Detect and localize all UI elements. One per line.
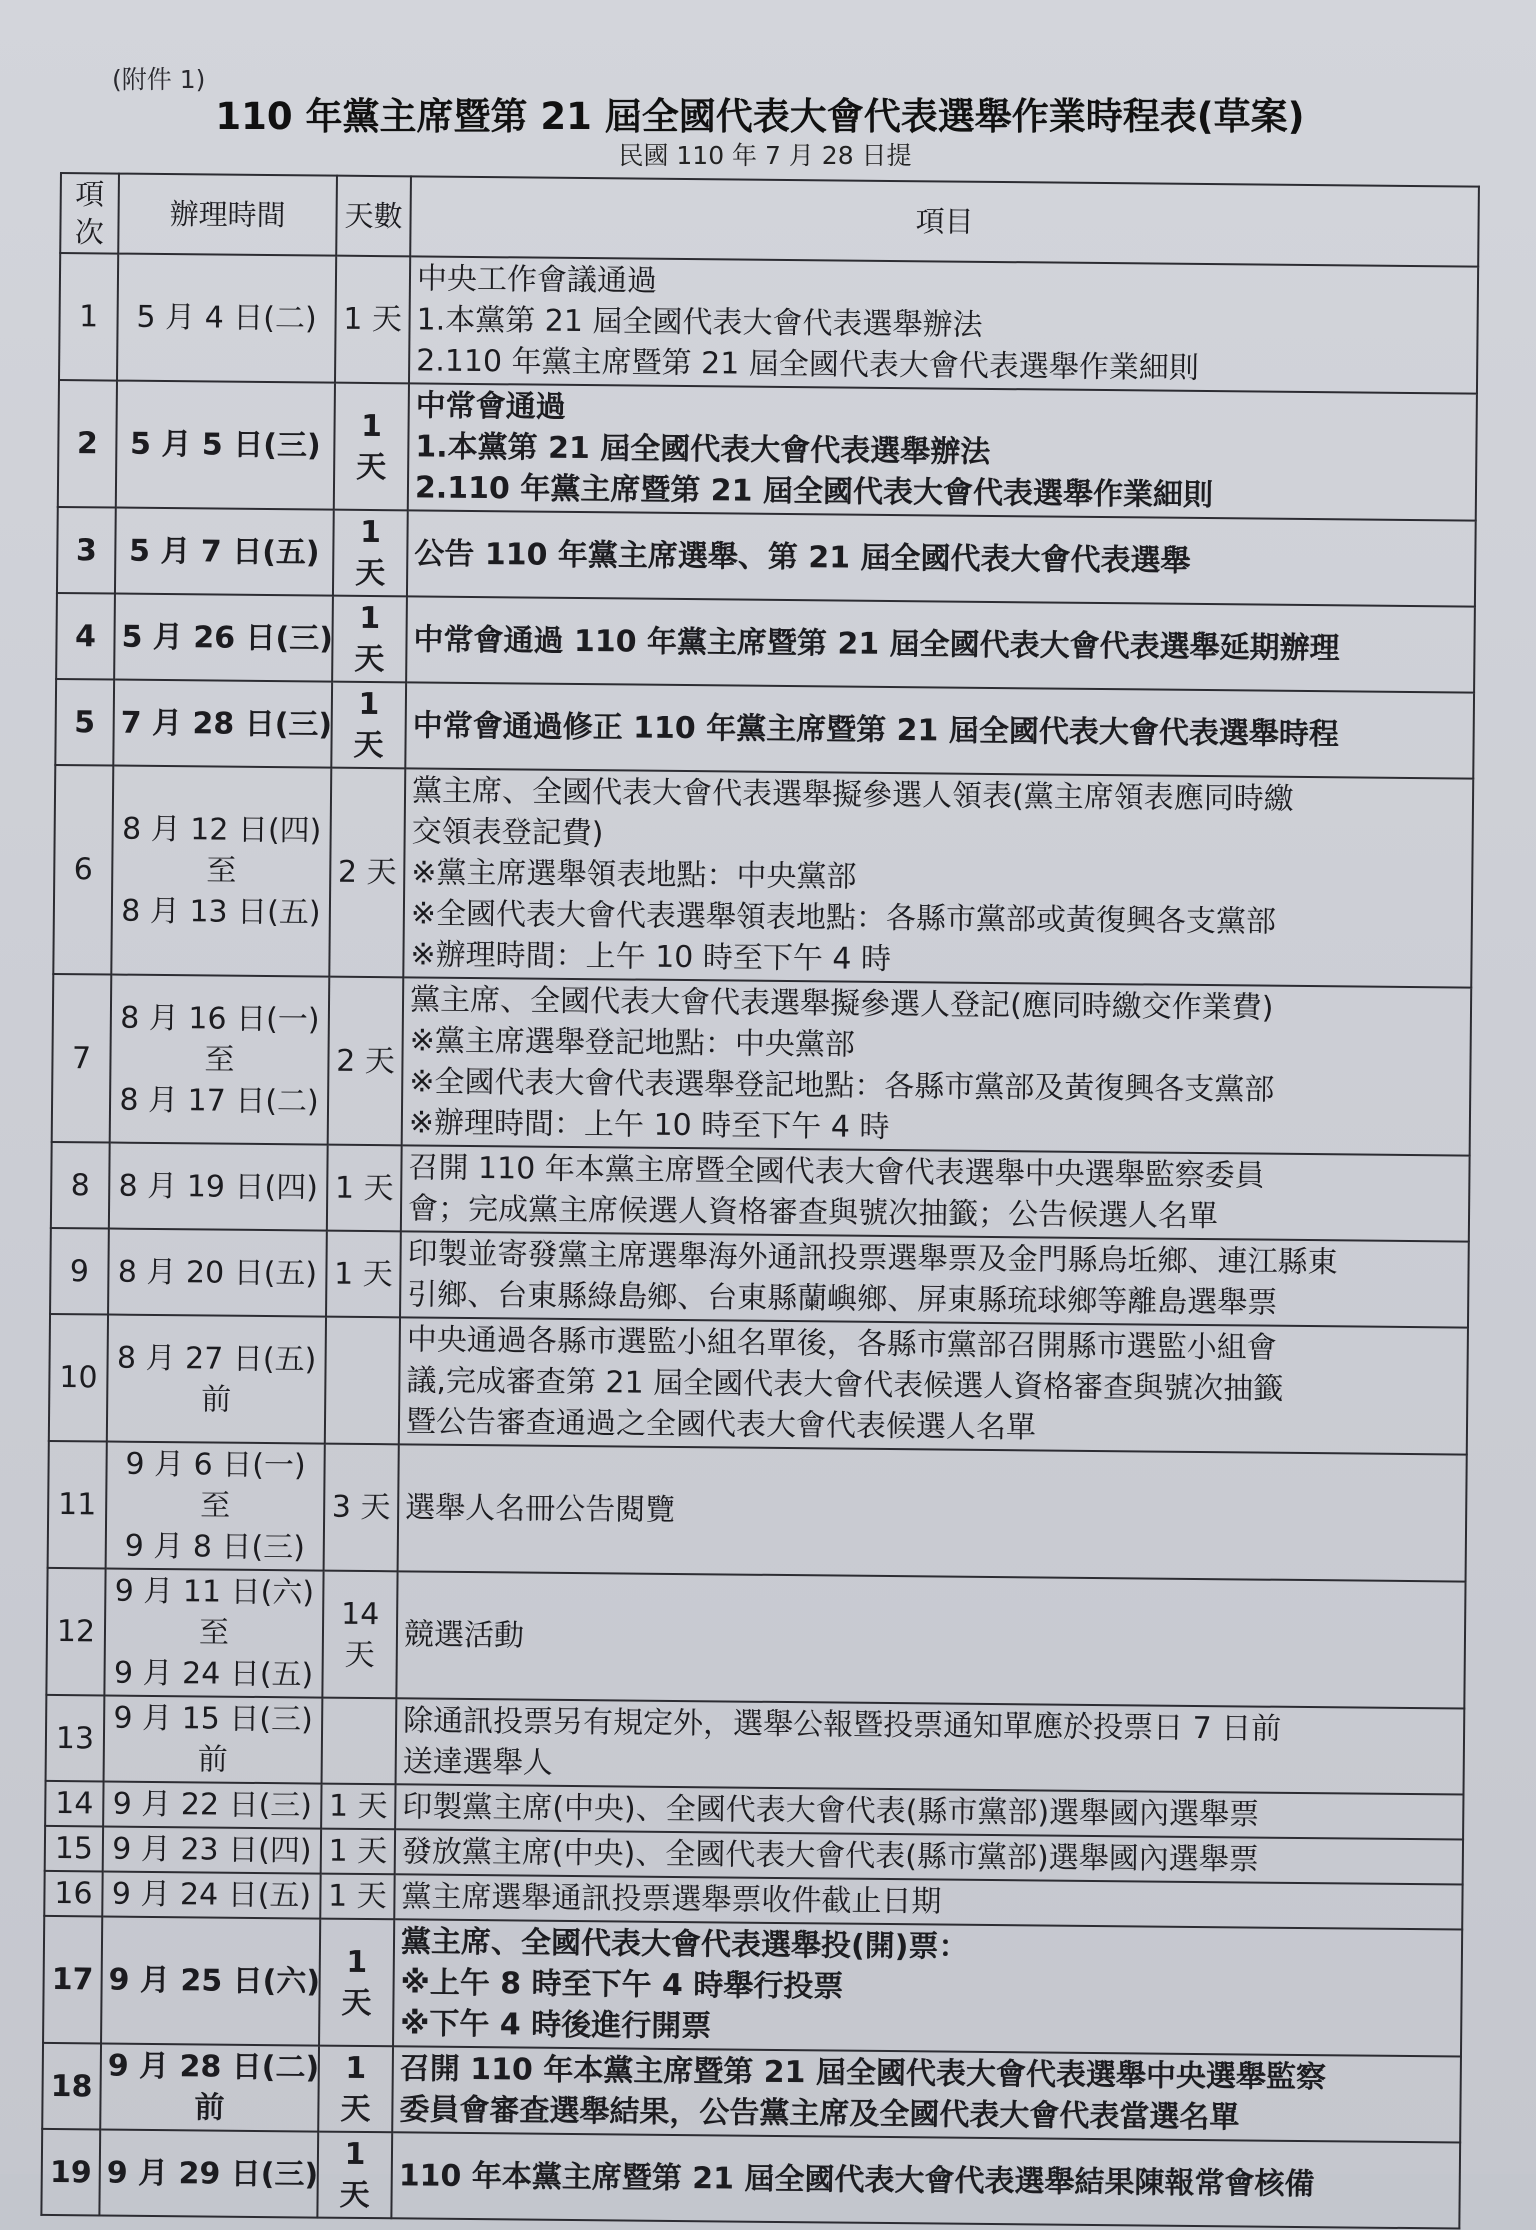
date-line: 至 [206,853,237,889]
row-days: 2 天 [328,977,404,1146]
date-line: 8 月 16 日(一) [120,1000,320,1038]
row-date [108,1229,327,1317]
row-date [111,766,331,977]
date-line: 前 [197,1742,228,1778]
table-row [43,1916,1462,2057]
date-line: 前 [194,2090,225,2126]
date-line: 8 月 27 日(五) [116,1340,317,1378]
row-item [407,510,1476,606]
item-line: ※上午 8 時至下午 4 時舉行投票 [400,1965,844,2005]
row-date [107,1315,326,1444]
item-line: 中央工作會議通過 [416,261,658,299]
item-line: 暨公告審查通過之全國代表大會代表候選人名單 [405,1404,1037,1446]
row-days: 14 天 [322,1571,397,1699]
date-line: 7 月 28 日(三) [120,705,333,743]
row-date [102,1871,320,1918]
item-line: 送達選舉人 [402,1744,553,1781]
row-number: 14 [45,1781,103,1827]
date-line: 至 [204,1041,235,1078]
item-line: 中常會通過修正 110 年黨主席暨第 21 屆全國代表大會代表選舉時程 [412,707,1339,752]
item-line: 中常會通過 110 年黨主席暨第 21 屆全國代表大會代表選舉延期辦理 [413,621,1340,666]
date-line: 5 月 4 日(二) [136,299,317,337]
row-number: 10 [49,1314,108,1442]
row-item [408,383,1477,520]
table-row [52,974,1472,1156]
row-date [104,1695,323,1783]
date-line: 5 月 5 日(三) [129,426,321,464]
item-line: 委員會審查選舉結果，公告黨主席及全國代表大會代表當選名單 [399,2092,1240,2136]
row-item [396,1571,1465,1708]
item-line: ※全國代表大會代表選舉領表地點：各縣市黨部或黃復興各支黨部 [410,896,1277,940]
row-date [117,254,336,383]
date-line: 9 月 24 日(五) [111,1876,312,1914]
row-number: 2 [58,380,117,508]
table-row [51,1142,1470,1242]
date-line: 9 月 28 日(二) [107,2048,320,2086]
item-line: 黨主席選舉通訊投票選舉票收件截止日期 [401,1879,942,1920]
row-days: 1 天 [335,256,410,384]
date-line: 9 月 6 日(一) [125,1446,306,1484]
item-line: 選舉人名冊公告閱覽 [405,1490,676,1528]
item-line: ※下午 4 時後進行開票 [400,2006,712,2045]
item-line: 黨主席、全國代表大會代表選舉擬參選人登記(應同時繳交作業費) [409,982,1274,1026]
row-number: 4 [56,593,115,680]
row-number: 9 [50,1228,109,1315]
row-number: 6 [53,765,113,975]
date-line: 前 [201,1381,232,1418]
row-number: 1 [59,253,118,381]
table-row [57,507,1476,607]
item-line: ※辦理時間：上午 10 時至下午 4 時 [408,1105,890,1146]
row-days [322,1698,397,1785]
item-line: ※黨主席選舉領表地點：中央黨部 [411,855,857,895]
date-line: 9 月 23 日(四) [112,1831,312,1869]
item-line: 引鄉、台東縣綠島鄉、台東縣蘭嶼鄉、屏東縣琉球鄉等離島選舉票 [407,1277,1278,1321]
item-line: 競選活動 [403,1617,525,1654]
date-line: 9 月 22 日(三) [112,1786,313,1824]
item-line: 2.110 年黨主席暨第 21 屆全國代表大會代表選舉作業細則 [416,343,1200,386]
table-row [50,1228,1469,1328]
row-days: 1 天 [331,682,406,769]
item-line: 交領表登記費) [411,814,604,852]
row-date [100,2043,319,2131]
item-line: ※辦理時間：上午 10 時至下午 4 時 [410,937,892,978]
row-days [325,1317,400,1445]
date-line: 9 月 8 日(三) [124,1528,306,1566]
row-number: 11 [48,1441,107,1569]
proposal-date: 民國 110 年 7 月 28 日提 [618,141,912,170]
row-days: 1 天 [327,1145,402,1232]
item-line: 印製黨主席(中央)、全國代表大會代表(縣市黨部)選舉國內選舉票 [402,1789,1260,1833]
table-row [53,765,1473,988]
row-number: 5 [55,679,114,766]
item-line: 印製並寄發黨主席選舉海外通訊投票選舉票及金門縣烏坵鄉、連江縣東 [407,1236,1338,1281]
date-line: 9 月 24 日(五) [113,1655,314,1693]
item-line: ※黨主席選舉登記地點：中央黨部 [409,1023,855,1063]
row-number: 15 [45,1826,103,1872]
row-item [409,256,1478,393]
row-item [401,1145,1470,1241]
row-item [403,768,1473,987]
row-days: 1 天 [321,1784,395,1830]
row-days: 1 天 [317,2132,392,2219]
item-line: 召開 110 年本黨主席暨第 21 屆全國代表大會代表選舉中央選舉監察 [399,2051,1327,2096]
schedule-rows [41,253,1478,2229]
row-date [110,975,330,1145]
item-line: 黨主席、全國代表大會代表選舉擬參選人領表(黨主席領表應同時繳 [411,773,1294,817]
header-date: 辦理時間 [118,174,337,256]
row-days: 1 天 [319,1919,394,2047]
item-line: 中央通過各縣市選監小組名單後，各縣市黨部召開縣市選監小組會 [406,1322,1277,1366]
row-number: 19 [41,2129,100,2216]
row-days: 1 天 [326,1231,401,1318]
date-line: 9 月 15 日(三) [113,1700,313,1738]
item-line: 110 年本黨主席暨第 21 屆全國代表大會代表選舉結果陳報常會核備 [398,2157,1315,2202]
row-item [393,1919,1462,2056]
row-date [115,508,334,596]
row-number: 16 [44,1871,102,1917]
row-item [402,977,1472,1155]
row-date [113,680,332,768]
row-item [392,2046,1461,2142]
row-item [391,2132,1460,2228]
table-row [55,679,1474,779]
row-date [114,594,333,682]
item-line: 議,完成審查第 21 屆全國代表大會代表候選人資格審查與號次抽籤 [406,1363,1284,1407]
row-item [398,1444,1467,1581]
date-line: 8 月 19 日(四) [118,1168,319,1206]
date-line: 8 月 13 日(五) [121,893,321,931]
item-line: 召開 110 年本黨主席暨全國代表大會代表選舉中央選舉監察委員 [408,1150,1265,1194]
row-days: 1 天 [321,1829,395,1875]
row-date [109,1143,328,1231]
date-line: 9 月 25 日(六) [108,1962,321,2000]
table-row [46,1695,1465,1795]
date-line: 8 月 17 日(二) [119,1082,319,1120]
date-line: 9 月 29 日(三) [106,2155,319,2193]
item-line: 公告 110 年黨主席選舉、第 21 屆全國代表大會代表選舉 [414,535,1191,579]
row-item [396,1698,1465,1794]
row-number: 17 [43,1916,102,2044]
item-line: ※全國代表大會代表選舉登記地點：各縣市黨部及黃復興各支黨部 [409,1064,1275,1108]
row-number: 8 [51,1142,110,1229]
item-line: 2.110 年黨主席暨第 21 屆全國代表大會代表選舉作業細則 [414,470,1214,514]
item-line: 黨主席、全國代表大會代表選舉投(開)票： [400,1924,969,1965]
table-row [41,2129,1460,2229]
row-date [101,1916,320,2045]
date-line: 至 [198,1615,230,1651]
row-days: 1 天 [320,1874,394,1920]
item-line: 1.本黨第 21 屆全國代表大會代表選舉辦法 [415,429,991,470]
table-row [56,593,1475,693]
header-days: 天數 [336,176,411,257]
row-date [104,1569,323,1698]
date-line: 5 月 26 日(三) [121,619,334,657]
schedule-table [40,172,1480,2230]
date-line: 9 月 11 日(六) [114,1573,315,1611]
row-date [103,1781,321,1828]
row-item [399,1317,1468,1454]
table-row [49,1314,1468,1455]
row-number: 7 [52,974,112,1143]
row-date [106,1442,325,1571]
header-no: 項次 [60,173,119,254]
date-line: 至 [200,1488,231,1524]
row-number: 18 [42,2043,101,2130]
attachment-label: (附件 1) [112,65,206,94]
row-item [406,596,1475,692]
item-line: 中常會通過 [415,388,566,425]
row-days: 1 天 [334,383,409,511]
table-row [48,1441,1467,1582]
row-number: 3 [57,507,116,594]
item-line: 除通訊投票另有規定外，選舉公報暨投票通知單應於投票日 7 日前 [402,1703,1282,1747]
date-line: 8 月 20 日(五) [117,1254,318,1292]
row-days: 1 天 [332,596,407,683]
item-line: 1.本黨第 21 屆全國代表大會代表選舉辦法 [416,302,983,343]
row-days: 1 天 [333,510,408,597]
table-row [59,253,1478,394]
date-line: 5 月 7 日(五) [128,533,320,571]
row-number: 13 [46,1695,105,1782]
table-row [42,2043,1461,2143]
item-line: 發放黨主席(中央)、全國代表大會代表(縣市黨部)選舉國內選舉票 [401,1834,1259,1878]
row-days: 2 天 [329,768,405,978]
date-line: 8 月 12 日(四) [121,811,322,849]
table-row [46,1568,1465,1709]
table-header-row [60,173,1479,267]
row-days: 3 天 [324,1444,399,1572]
row-item [405,682,1474,778]
page-title: 110 年黨主席暨第 21 屆全國代表大會代表選舉作業時程表(草案) [215,95,1305,138]
table-row [58,380,1477,521]
header-item: 項目 [410,176,1479,266]
row-item [400,1231,1469,1327]
row-date [116,381,335,510]
row-date [103,1826,321,1873]
item-line: 會；完成黨主席候選人資格審查與號次抽籤；公告候選人名單 [407,1191,1219,1235]
row-number: 12 [46,1568,105,1696]
row-days: 1 天 [318,2046,393,2133]
